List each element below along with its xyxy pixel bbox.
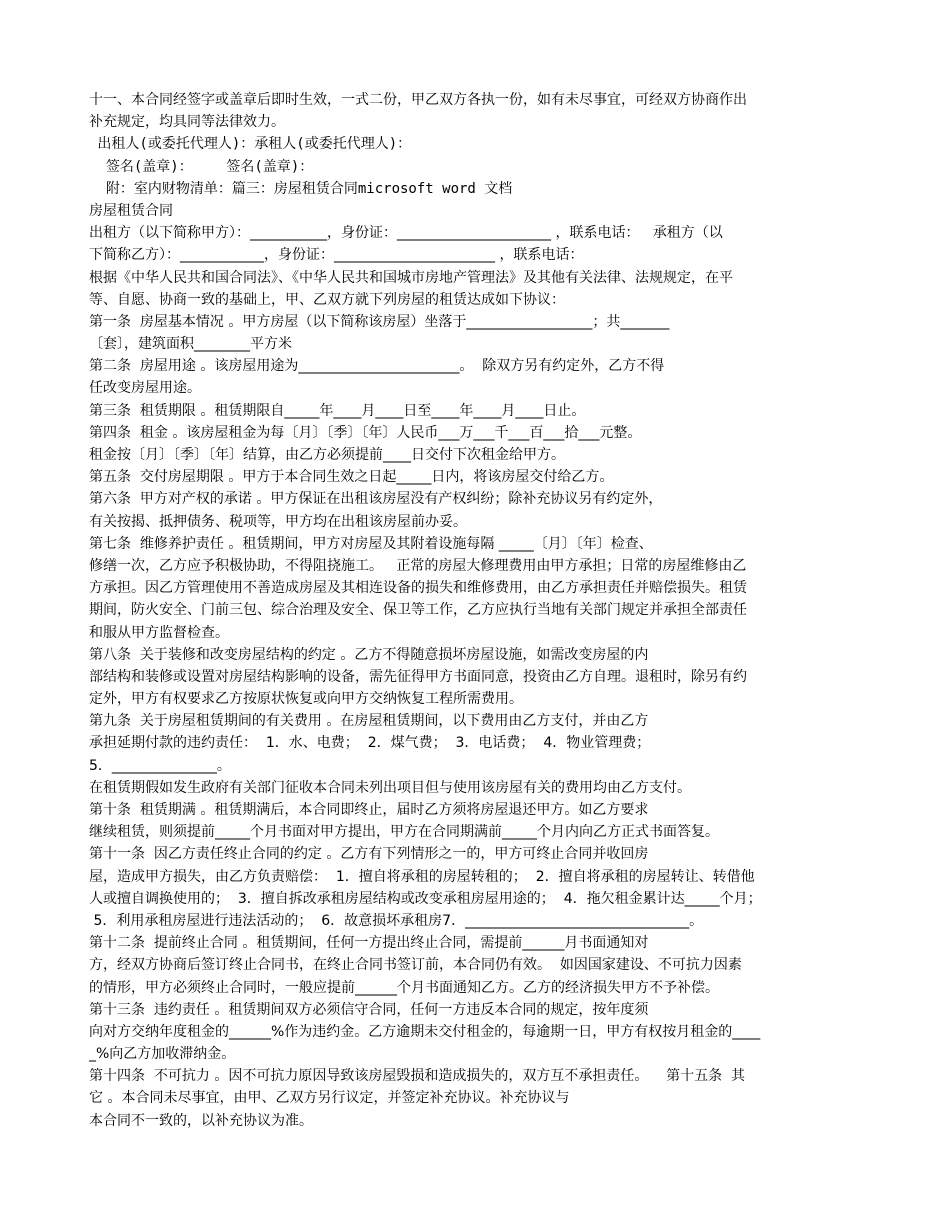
text-line: 第十三条 违约责任 。租赁期间双方必须信守合同，任何一方违反本合同的规定，按年度须 [89, 1001, 649, 1018]
text-line: 第九条 关于房屋租赁期间的有关费用 。在房屋租赁期间，以下费用由乙方支付，并由乙方 [89, 713, 649, 730]
text-line: 和服从甲方监督检查。 [89, 624, 229, 641]
text-line: 租金按〔月〕〔季〕〔年〕结算，由乙方必须提前____日交付下次租金给甲方。 [89, 447, 565, 463]
document-body [89, 89, 864, 1132]
text-line: 屋，造成甲方损失，由乙方负责赔偿： 1．擅自将承租的房屋转租的； 2．擅自将承租的房屋转让、转借他 [89, 868, 755, 885]
text-line: 向对方交纳年度租金的______%作为违约金。乙方逾期未交付租金的，每逾期一日，甲方有权按月租金的____ [89, 1023, 761, 1040]
text-line: 十一、本合同经签字或盖章后即时生效，一式二份，甲乙双方各执一份，如有未尽事宜，可经双方协商作出 [89, 92, 747, 108]
text-line: 5．利用承租房屋进行违法活动的； 6．故意损坏承租房7．________________________________。 [89, 912, 704, 929]
text-line: 任改变房屋用途。 [89, 380, 201, 397]
text-line: 第八条 关于装修和改变房屋结构的约定 。乙方不得随意损坏房屋设施，如需改变房屋的内 [89, 646, 649, 663]
text-line: 第十一条 因乙方责任终止合同的约定 。乙方有下列情形之一的，甲方可终止合同并收回房 [89, 846, 649, 863]
text-line: 第五条 交付房屋期限 。甲方于本合同生效之日起_____日内，将该房屋交付给乙方。 [89, 469, 614, 486]
text-line: 签名(盖章)： 签名(盖章)： [89, 158, 314, 175]
text-line: 5．_______________。 [89, 757, 231, 774]
text-line: 定外，甲方有权要求乙方按原状恢复或向甲方交纳恢复工程所需费用。 [89, 691, 523, 708]
text-line: 附：室内财物清单：篇三：房屋租赁合同microsoft word 文档 [89, 180, 513, 197]
text-line: 〔套〕，建筑面积________平方米 [89, 336, 292, 353]
text-line: 等、自愿、协商一致的基础上，甲、乙双方就下列房屋的租赁达成如下协议： [89, 291, 565, 308]
text-line: 下简称乙方）：____________，身份证：_______________________ ，联系电话： [89, 247, 584, 264]
text-line: 第六条 甲方对产权的承诺 。甲方保证在出租该房屋没有产权纠纷；除补充协议另有约定外， [89, 491, 663, 508]
text-line: 承担延期付款的违约责任： 1．水、电费； 2．煤气费； 3．电话费； 4．物业管理费； [89, 735, 651, 752]
text-line: 第七条 维修养护责任 。租赁期间，甲方对房屋及其附着设施每隔 _____〔月〕〔年〕检查、 [89, 535, 653, 552]
text-line: 第十四条 不可抗力 。因不可抗力原因导致该房屋毁损和造成损失的，双方互不承担责任。 第十五条 其 [89, 1068, 746, 1085]
text-line: 出租人(或委托代理人)：承租人(或委托代理人)： [89, 136, 412, 153]
text-line: 的情形，甲方必须终止合同时，一般应提前______个月书面通知乙方。乙方的经济损失甲方不予补偿。 [89, 979, 719, 996]
text-line: 它 。本合同未尽事宜，由甲、乙双方另行议定，并签定补充协议。补充协议与 [89, 1090, 570, 1107]
text-line: 方，经双方协商后签订终止合同书，在终止合同书签订前，本合同仍有效。 如因国家建设、不可抗力因素 [89, 957, 742, 974]
text-line: 出租方（以下简称甲方）：___________，身份证：______________________ ，联系电话： 承租方（以 [89, 225, 723, 242]
text-line: 在租赁期假如发生政府有关部门征收本合同未列出项目但与使用该房屋有关的费用均由乙方支付。 [89, 779, 691, 796]
text-line: 第十条 租赁期满 。租赁期满后，本合同即终止，届时乙方须将房屋退还甲方。如乙方要求 [89, 802, 649, 818]
text-line: 第三条 租赁期限 。租赁期限自_____年____月____日至____年____月____日止。 [89, 402, 586, 419]
text-line: 根据《中华人民共和国合同法》、《中华人民共和国城市房地产管理法》及其他有关法律、法规规定，在平 [89, 269, 733, 286]
text-line: _%向乙方加收滞纳金。 [89, 1046, 236, 1063]
text-line: 期间，防火安全、门前三包、综合治理及安全、保卫等工作，乙方应执行当地有关部门规定并承担全部责任 [89, 602, 747, 619]
text-line: 有关按揭、抵押债务、税项等，甲方均在出租该房屋前办妥。 [89, 513, 467, 530]
text-line: 第十二条 提前终止合同 。租赁期间，任何一方提出终止合同，需提前______月书面通知对 [89, 935, 649, 952]
text-line: 部结构和装修或设置对房屋结构影响的设备，需先征得甲方书面同意，投资由乙方自理。退租时，除另有约 [89, 668, 747, 685]
text-line: 继续租赁，则须提前_____个月书面对甲方提出，甲方在合同期满前_____个月内向乙方正式书面答复。 [89, 824, 719, 841]
text-line: 修缮一次，乙方应予积极协助，不得阻挠施工。 正常的房屋大修理费用由甲方承担；日常的房屋维修由乙 [89, 557, 747, 574]
text-line: 方承担。因乙方管理使用不善造成房屋及其相连设备的损失和维修费用，由乙方承担责任并赔偿损失。租赁 [89, 580, 747, 597]
text-line: 本合同不一致的，以补充协议为准。 [89, 1112, 313, 1129]
document-title: 房屋租赁合同 [89, 202, 173, 219]
text-line: 第一条 房屋基本情况 。甲方房屋（以下简称该房屋）坐落于__________________；共_______ [89, 313, 670, 330]
text-line: 第四条 租金 。该房屋租金为每〔月〕〔季〕〔年〕人民币___万___千___百___拾___元整。 [89, 424, 642, 441]
text-line: 补充规定，均具同等法律效力。 [89, 114, 285, 131]
text-line: 第二条 房屋用途 。该房屋用途为_______________________。 除双方另有约定外，乙方不得 [89, 358, 665, 375]
text-line: 人或擅自调换使用的； 3．擅自拆改承租房屋结构或改变承租房屋用途的； 4．拖欠租金累计达_____个月； [89, 890, 762, 907]
